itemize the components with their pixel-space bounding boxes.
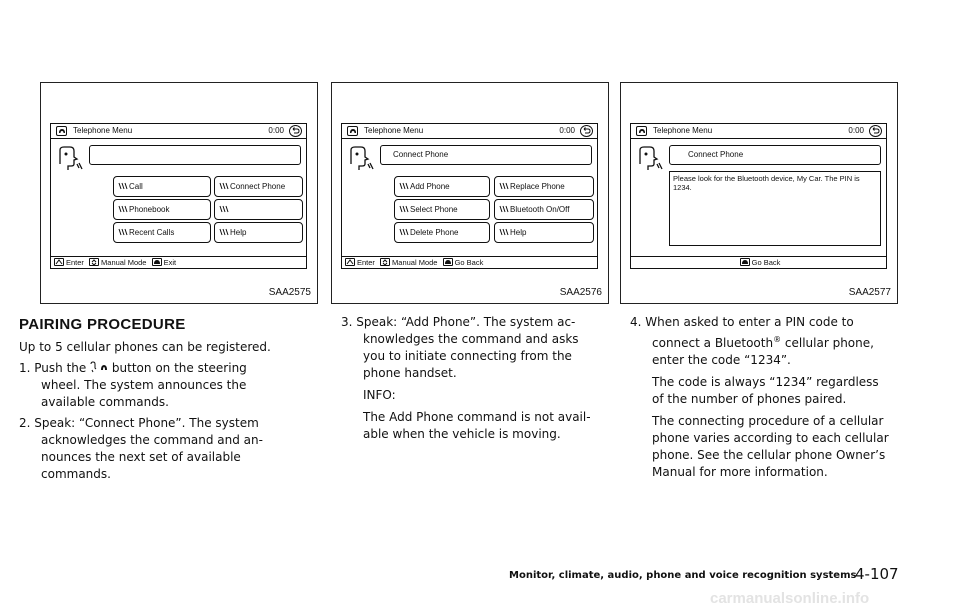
call-timer: 0:00	[848, 126, 864, 135]
phone-icon	[636, 126, 647, 136]
voice-head-icon	[58, 146, 84, 176]
call-timer: 0:00	[559, 126, 575, 135]
figure-code: SAA2575	[268, 287, 311, 298]
telephone-menu-screen	[341, 123, 598, 269]
talk-button-icon	[90, 361, 108, 373]
screen-title: Telephone Menu	[73, 126, 133, 135]
voice-icon	[118, 228, 128, 236]
call-button[interactable]: Call	[113, 176, 211, 197]
bluetooth-toggle-button[interactable]: Bluetooth On/Off	[494, 199, 594, 220]
voice-icon	[219, 182, 229, 190]
delete-phone-button[interactable]: Delete Phone	[394, 222, 490, 243]
enter-icon	[54, 258, 64, 266]
help-button[interactable]: Help	[214, 222, 303, 243]
select-phone-button[interactable]: Select Phone	[394, 199, 490, 220]
voice-icon	[399, 182, 409, 190]
figure-code: SAA2577	[848, 287, 891, 298]
column-3-text: 4. When asked to enter a PIN code to connect a Bluetooth® cellular phone, enter the code “1234”. The code is always “1234” regardless of the number of phones paired. The connecting procedure of a cellular phone varies according to each cellular phone. See the cellular phone Owner’s Manual for more information.	[630, 315, 889, 479]
page-number: 4-107	[855, 565, 899, 583]
phone-icon	[56, 126, 67, 136]
help-button[interactable]: Help	[494, 222, 594, 243]
telephone-menu-screen	[50, 123, 307, 269]
recent-calls-button[interactable]: Recent Calls	[113, 222, 211, 243]
command-field: Connect Phone	[380, 145, 592, 165]
column-2-text: 3. Speak: “Add Phone”. The system ac- knowledges the command and asks you to initiate connecting from the phone handset. INFO: The Add Phone command is not avail- able when the vehicle is moving.	[341, 315, 591, 441]
screen-header	[631, 124, 886, 139]
telephone-menu-screen	[630, 123, 887, 269]
column-1-text: Up to 5 cellular phones can be registered. 1. Push the button on the steering wheel. The system announces the available commands. 2. Speak: “Connect Phone”. The system acknowledges the command and an- nounces the next set of available commands.	[19, 339, 319, 483]
screen-header	[342, 124, 597, 139]
watermark: carmanualsonline.info	[710, 590, 870, 607]
chapter-title: Monitor, climate, audio, phone and voice recognition systems	[509, 570, 857, 581]
call-timer: 0:00	[268, 126, 284, 135]
voice-icon	[118, 205, 128, 213]
screen-header	[51, 124, 306, 139]
section-heading: PAIRING PROCEDURE	[19, 316, 186, 333]
screen-title: Telephone Menu	[364, 126, 424, 135]
figure-2	[331, 82, 609, 304]
intro-text: Up to 5 cellular phones can be registered.	[19, 340, 271, 354]
voice-icon	[499, 205, 509, 213]
voice-icon	[219, 205, 229, 213]
figure-code: SAA2576	[559, 287, 602, 298]
screen-title: Telephone Menu	[653, 126, 713, 135]
manual-mode-icon	[380, 258, 390, 266]
screen-footer: Enter Manual Mode Exit	[51, 256, 306, 268]
voice-icon	[499, 182, 509, 190]
exit-icon	[152, 258, 162, 266]
add-phone-button[interactable]: Add Phone	[394, 176, 490, 197]
manual-mode-icon	[89, 258, 99, 266]
command-field: Connect Phone	[669, 145, 881, 165]
voice-icon	[219, 228, 229, 236]
phone-icon	[347, 126, 358, 136]
back-icon[interactable]	[869, 125, 882, 137]
figure-1	[40, 82, 318, 304]
command-field	[89, 145, 301, 165]
screen-footer: Go Back	[631, 256, 886, 268]
step-1: 1. Push the button on the steering	[19, 361, 247, 375]
voice-head-icon	[349, 146, 375, 176]
voice-head-icon	[638, 146, 664, 176]
phonebook-button[interactable]: Phonebook	[113, 199, 211, 220]
enter-icon	[345, 258, 355, 266]
go-back-icon[interactable]	[740, 258, 750, 266]
back-icon[interactable]	[580, 125, 593, 137]
voice-icon	[399, 205, 409, 213]
voice-icon	[118, 182, 128, 190]
voice-icon	[399, 228, 409, 236]
pin-message: Please look for the Bluetooth device, My Car. The PIN is 1234.	[669, 171, 881, 246]
replace-phone-button[interactable]: Replace Phone	[494, 176, 594, 197]
connect-phone-button[interactable]: Connect Phone	[214, 176, 303, 197]
back-icon[interactable]	[289, 125, 302, 137]
empty-button[interactable]	[214, 199, 303, 220]
figure-3	[620, 82, 898, 304]
go-back-icon	[443, 258, 453, 266]
screen-footer: Enter Manual Mode Go Back	[342, 256, 597, 268]
voice-icon	[499, 228, 509, 236]
